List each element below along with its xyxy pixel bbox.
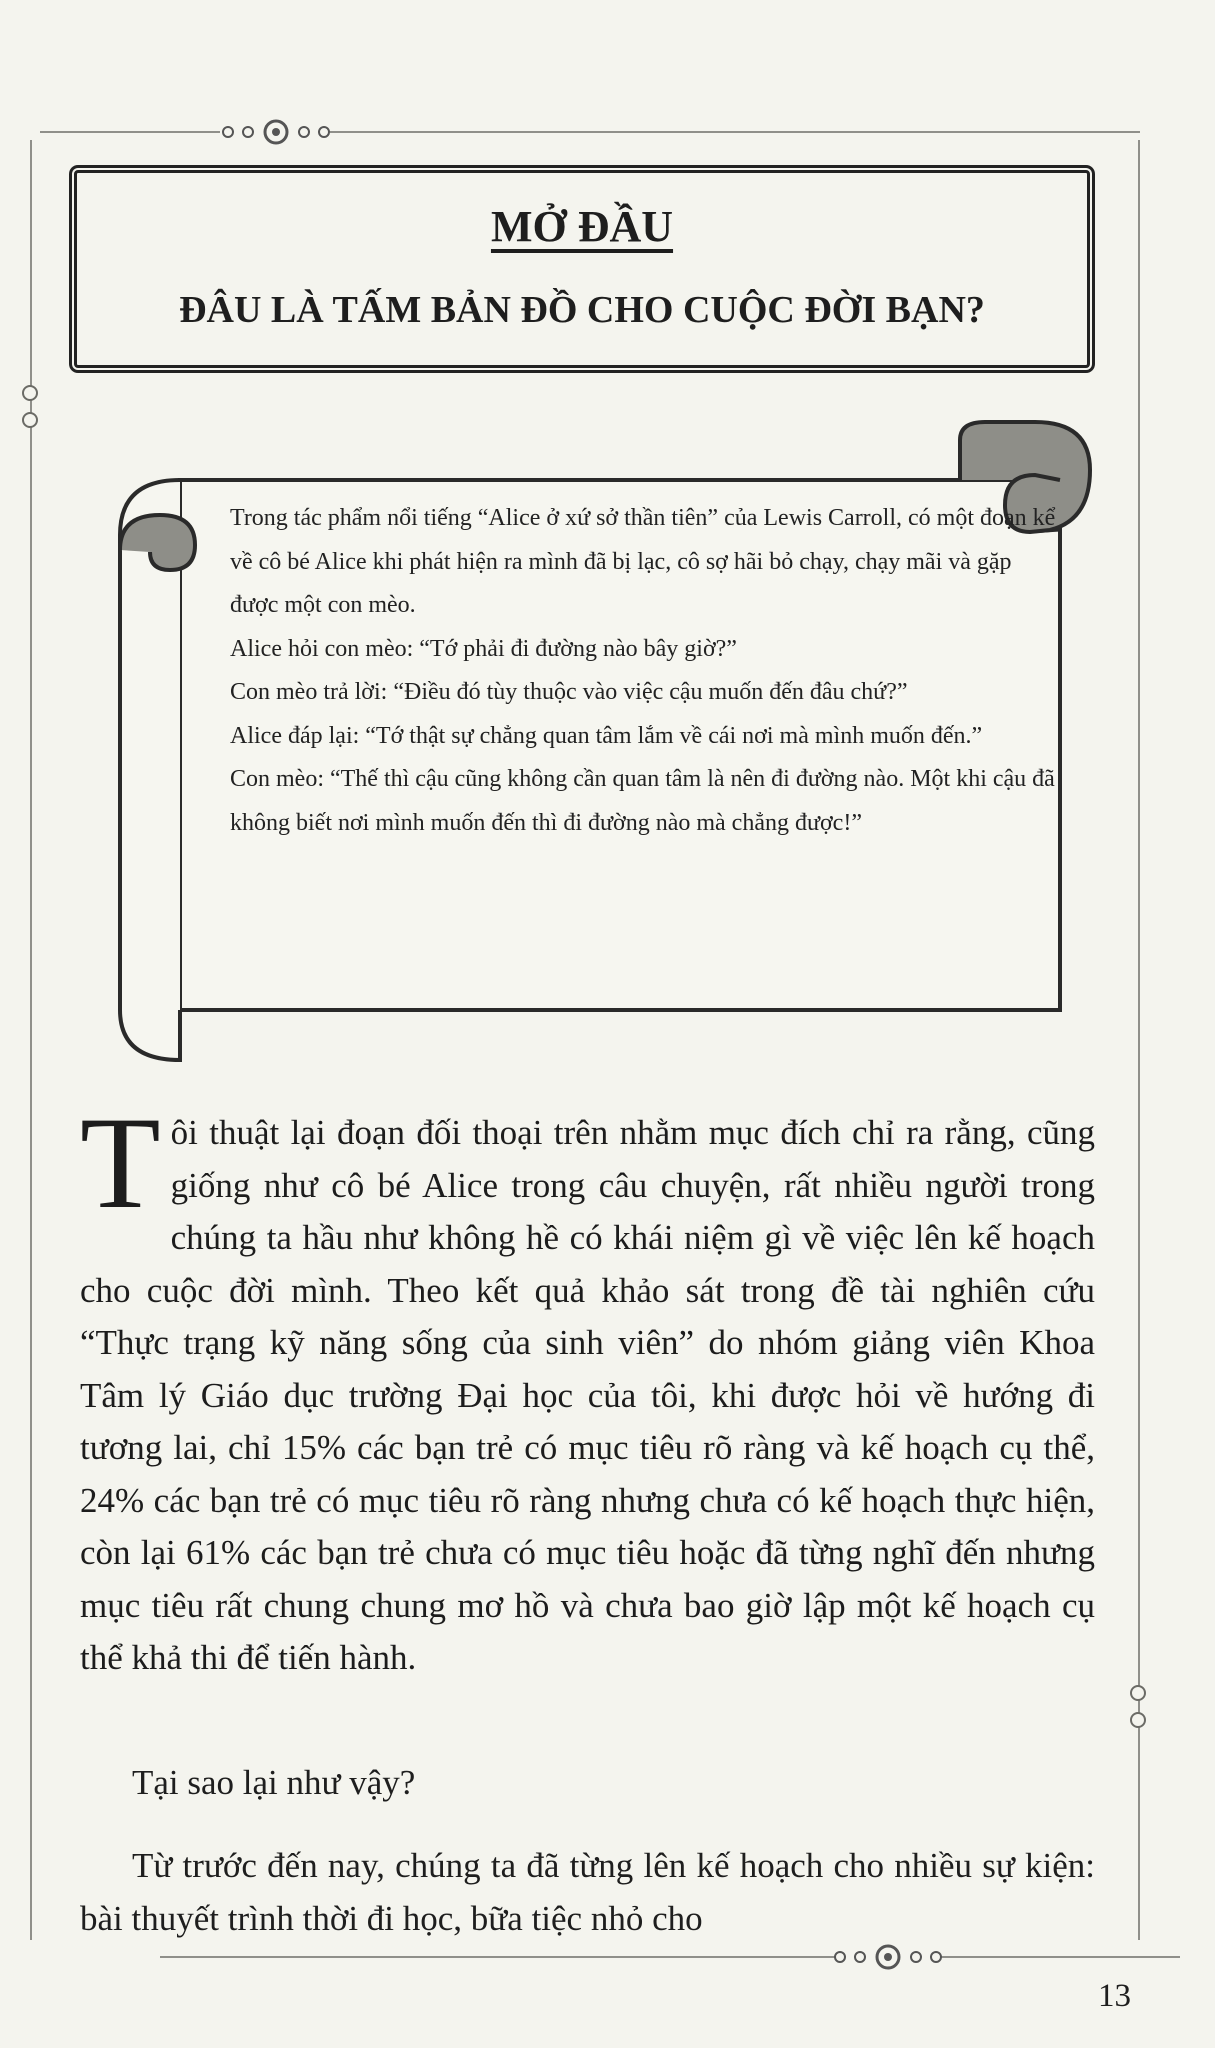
excerpt-intro: Trong tác phẩm nổi tiếng “Alice ở xứ sở thần tiên” của Lewis Carroll, có một đoạn kể về cô bé Alice khi phát hiện ra mình đã bị lạc, cô sợ hãi bỏ chạy, chạy mãi và gặp được một con mèo.	[230, 505, 1056, 618]
excerpt-line: Con mèo trả lời: “Điều đó tùy thuộc vào việc cậu muốn đến đâu chứ?”	[230, 679, 908, 705]
chapter-subtitle: ĐÂU LÀ TẤM BẢN ĐỒ CHO CUỘC ĐỜI BẠN?	[179, 289, 985, 331]
left-border-line	[30, 140, 32, 1940]
right-border-line	[1138, 140, 1140, 1940]
alice-excerpt	[230, 497, 1060, 845]
chapter-title-box	[74, 170, 1090, 368]
left-ornament-icon	[22, 412, 38, 428]
bottom-ornament-icon	[830, 1942, 946, 1972]
body-paragraph-2: Tại sao lại như vậy?	[132, 1763, 416, 1802]
drop-cap: T	[80, 1089, 161, 1236]
right-ornament-icon	[1130, 1685, 1146, 1701]
excerpt-line: Alice hỏi con mèo: “Tớ phải đi đường nào bây giờ?”	[230, 635, 737, 662]
right-ornament-icon	[1130, 1712, 1146, 1728]
chapter-heading: MỞ ĐẦU	[490, 202, 674, 251]
left-ornament-icon	[22, 385, 38, 401]
bottom-rule-right	[940, 1956, 1180, 1958]
excerpt-line: Con mèo: “Thế thì cậu cũng không cần quan tâm là nên đi đường nào. Một khi cậu đã không biết nơi mình muốn đến thì đi đường nào mà chẳng được!”	[230, 766, 1055, 836]
bottom-rule-left	[160, 1956, 835, 1958]
top-rule-right	[330, 131, 1140, 133]
body-paragraph-3: Từ trước đến nay, chúng ta đã từng lên kế hoạch cho nhiều sự kiện: bài thuyết trình thời đi học, bữa tiệc nhỏ cho	[80, 1846, 1095, 1938]
paragraph-text: ôi thuật lại đoạn đối thoại trên nhằm mục đích chỉ ra rằng, cũng giống như cô bé Alice trong câu chuyện, rất nhiều người trong chúng ta hầu như không hề có khái niệm gì về việc lên kế hoạch cho cuộc đời mình. Theo kết quả khảo sát trong đề tài nghiên cứu “Thực trạng kỹ năng sống của sinh viên” do nhóm giảng viên Khoa Tâm lý Giáo dục trường Đại học của tôi, khi được hỏi về hướng đi tương lai, chỉ 15% các bạn trẻ có mục tiêu rõ ràng và kế hoạch cụ thể, 24% các bạn trẻ có mục tiêu rõ ràng nhưng chưa có kế hoạch thực hiện, còn lại 61% các bạn trẻ chưa có mục tiêu hoặc đã từng nghĩ đến nhưng mục tiêu rất chung chung mơ hồ và chưa bao giờ lập một kế hoạch cụ thể khả thi để tiến hành.	[80, 1113, 1095, 1677]
top-ornament-icon	[218, 117, 334, 147]
excerpt-line: Alice đáp lại: “Tớ thật sự chẳng quan tâm lắm về cái nơi mà mình muốn đến.”	[230, 722, 983, 749]
top-rule-left	[40, 131, 220, 133]
page-number: 13	[1098, 1978, 1131, 2014]
body-paragraph-1	[80, 1089, 1095, 1685]
